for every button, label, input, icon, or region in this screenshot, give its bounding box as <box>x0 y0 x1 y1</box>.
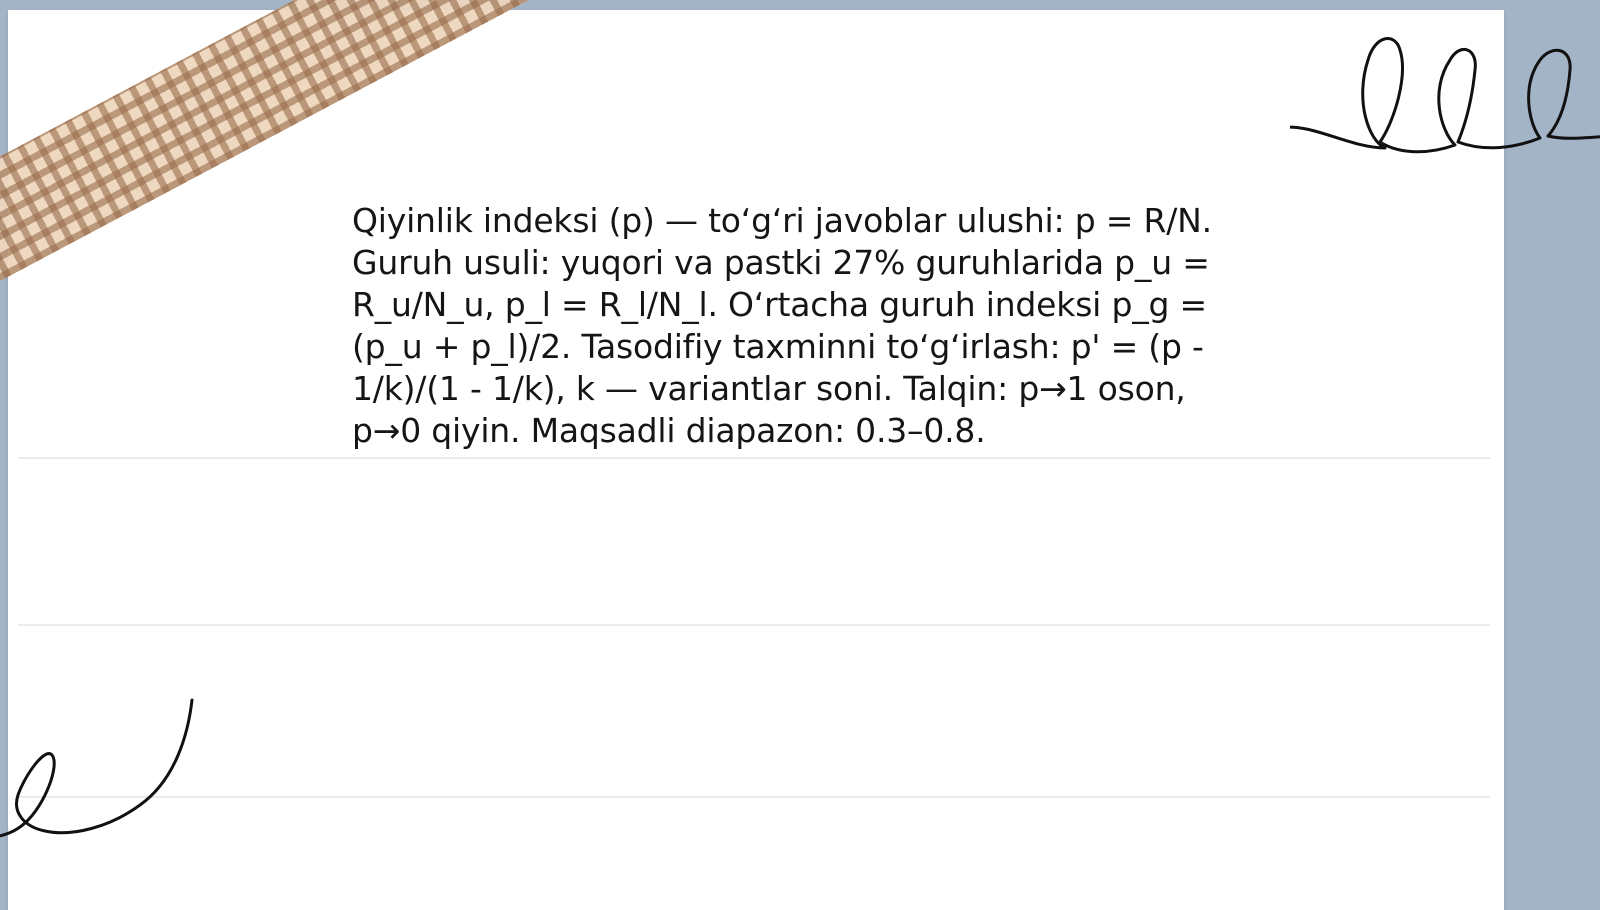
slide-body-text: Qiyinlik indeksi (p) — toʻgʻri javoblar ulushi: p = R/N. Guruh usuli: yuqori va pastki 27% guruhlarida p_u = R_u/N_u, p_l = R_l/N_l. Oʻrtacha guruh indeksi p_g = (p_u + p_l)/2. Tasodifiy taxminni toʻgʻirlash: p' = (p - 1/k)/(1 - 1/k), k — variantlar soni. Talqin: p→1 oson, p→0 qiyin. Maqsadli diapazon: 0.3–0.8. <box>352 201 1212 450</box>
paper-line <box>18 796 1490 798</box>
swirl-scribble-icon <box>0 695 200 845</box>
loop-scribble-icon <box>1290 30 1600 170</box>
paper-line <box>18 457 1490 459</box>
paper-line <box>18 624 1490 626</box>
